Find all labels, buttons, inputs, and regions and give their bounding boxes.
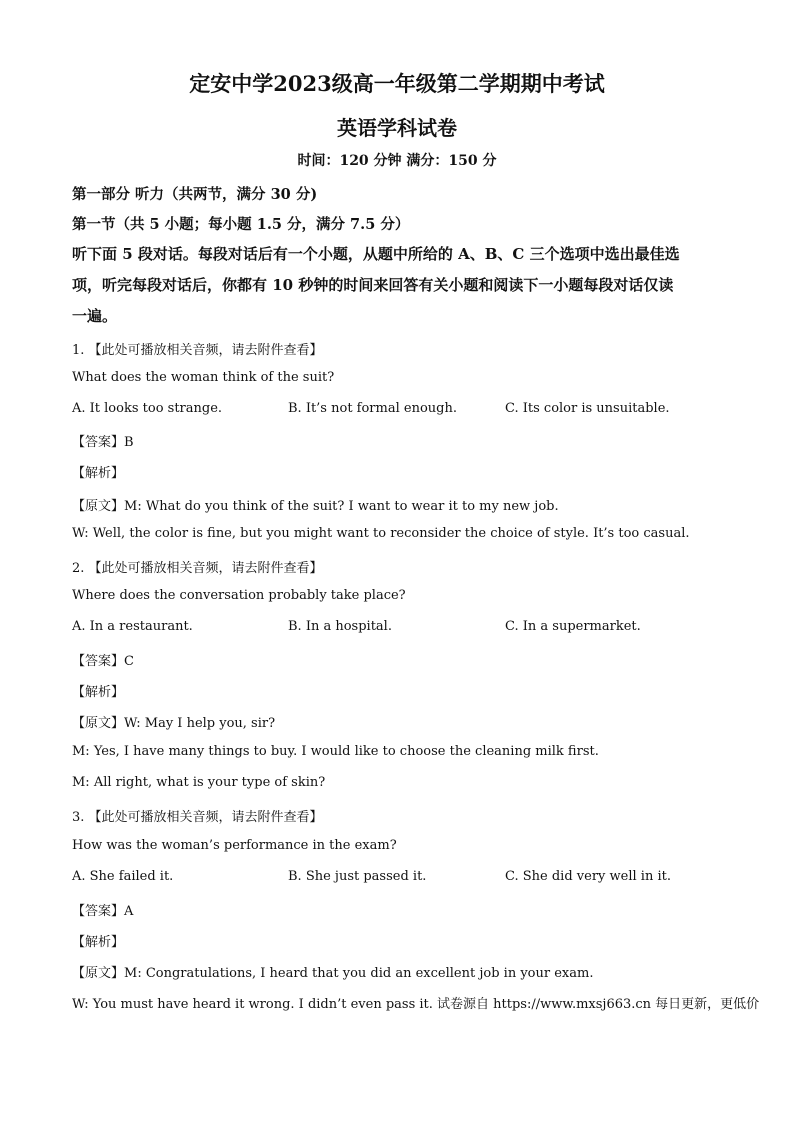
question-1-transcript-1 xyxy=(72,495,559,514)
original-label: 【原文】 xyxy=(72,966,125,981)
section-heading: 第一节（共 5 小题；每小题 1.5 分，满分 7.5 分） xyxy=(72,216,410,233)
question-2-option-b: B. In a hospital. xyxy=(288,619,392,634)
question-2-option-a: A. In a restaurant. xyxy=(72,619,193,634)
original-label: 【原文】 xyxy=(72,716,125,731)
question-1-prompt: 1. 【此处可播放相关音频，请去附件查看】 xyxy=(72,343,323,358)
question-3-text: How was the woman’s performance in the exam? xyxy=(72,838,397,853)
original-label: 【原文】 xyxy=(72,499,125,514)
question-3-option-c: C. She did very well in it. xyxy=(505,869,671,884)
question-2-transcript-1 xyxy=(72,712,275,731)
question-1-text: What does the woman think of the suit? xyxy=(72,370,335,385)
question-3-transcript-2: W: You must have heard it wrong. I didn’t even pass it. 试卷源自 https://www.mxsj663.cn 每日更新，更低价 xyxy=(72,997,760,1012)
question-2-analysis: 【解析】 xyxy=(72,685,125,700)
question-3-answer xyxy=(72,900,133,919)
question-3-option-a: A. She failed it. xyxy=(72,869,174,884)
question-2-text: Where does the conversation probably take place? xyxy=(72,588,406,603)
question-1-analysis: 【解析】 xyxy=(72,466,125,481)
question-2-option-c: C. In a supermarket. xyxy=(505,619,641,634)
exam-meta: 时间：120 分钟 满分：150 分 xyxy=(297,153,497,169)
question-1-option-b: B. It’s not formal enough. xyxy=(288,401,457,416)
answer-label: 【答案】 xyxy=(72,654,125,669)
question-1-option-c: C. Its color is unsuitable. xyxy=(505,401,670,416)
question-3-option-b: B. She just passed it. xyxy=(288,869,427,884)
question-2-transcript-3: M: All right, what is your type of skin? xyxy=(72,775,326,790)
question-3-transcript-1 xyxy=(72,962,593,981)
question-2-answer xyxy=(72,650,134,669)
transcript-text: M: Congratulations, I heard that you did an excellent job in your exam. xyxy=(124,966,594,981)
instruction-line-2: 项，听完每段对话后，你都有 10 秒钟的时间来回答有关小题和阅读下一小题每段对话仅读 xyxy=(72,276,674,294)
question-2-prompt: 2. 【此处可播放相关音频，请去附件查看】 xyxy=(72,561,323,576)
question-1-answer xyxy=(72,431,134,450)
question-1-option-a: A. It looks too strange. xyxy=(72,401,223,416)
instruction-line-1: 听下面 5 段对话。每段对话后有一个小题，从题中所给的 A、B、C 三个选项中选出最佳选 xyxy=(72,245,680,263)
question-3-prompt: 3. 【此处可播放相关音频，请去附件查看】 xyxy=(72,810,323,825)
question-2-transcript-2: M: Yes, I have many things to buy. I would like to choose the cleaning milk first. xyxy=(72,744,599,759)
question-3-analysis: 【解析】 xyxy=(72,935,125,950)
answer-label: 【答案】 xyxy=(72,904,125,919)
answer-value: A xyxy=(124,904,134,919)
exam-title: 定安中学2023级高一年级第二学期期中考试 xyxy=(189,71,605,96)
answer-value: C xyxy=(124,654,134,669)
part-heading: 第一部分 听力（共两节，满分 30 分) xyxy=(72,186,318,203)
instruction-line-3: 一遍。 xyxy=(72,307,118,325)
exam-subtitle: 英语学科试卷 xyxy=(337,116,457,140)
transcript-text: W: May I help you, sir? xyxy=(124,716,276,731)
answer-label: 【答案】 xyxy=(72,435,125,450)
answer-value: B xyxy=(124,435,134,450)
question-1-transcript-2: W: Well, the color is fine, but you might want to reconsider the choice of style. It’s too casual. xyxy=(72,526,690,541)
transcript-text: M: What do you think of the suit? I want to wear it to my new job. xyxy=(124,499,559,514)
